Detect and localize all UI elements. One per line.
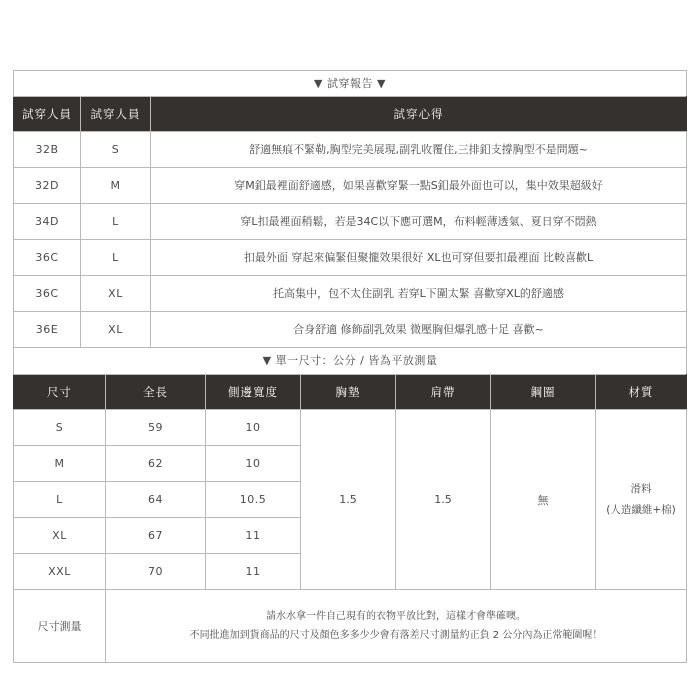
tester-bust: 34D (14, 204, 81, 240)
fitting-report-table (13, 96, 687, 348)
table-row (14, 312, 687, 348)
tester-comment: 合身舒適 修飾副乳效果 微壓胸但爆乳感十足 喜歡~ (151, 312, 687, 348)
tester-comment: 扣最外面 穿起來偏緊但聚攏效果很好 XL也可穿但要扣最裡面 比較喜歡L (151, 240, 687, 276)
measure-note (106, 590, 687, 663)
tester-comment: 舒適無痕不緊勒,胸型完美展現,副乳收覆住,三排釦支撐胸型不是問題~ (151, 132, 687, 168)
size-value: M (14, 446, 106, 482)
length-value: 62 (106, 446, 206, 482)
length-value: 64 (106, 482, 206, 518)
size-value: S (14, 410, 106, 446)
size-chart-header-row (14, 375, 687, 410)
size-value: L (14, 482, 106, 518)
side-width-value: 11 (206, 518, 301, 554)
content-sheet (13, 70, 687, 663)
size-chart-caption: ▼ 單一尺寸：公分 / 皆為平放測量 (13, 348, 687, 374)
length-value: 70 (106, 554, 206, 590)
tester-bust: 36C (14, 240, 81, 276)
strap-value: 1.5 (396, 410, 491, 590)
column-header-tester-bust: 試穿人員 (14, 97, 81, 132)
table-row (14, 204, 687, 240)
measure-label: 尺寸測量 (14, 590, 106, 663)
tester-comment: 托高集中，包不太住副乳 若穿L下圍太緊 喜歡穿XL的舒適感 (151, 276, 687, 312)
tester-size: XL (81, 312, 151, 348)
column-header-underwire: 鋼圈 (491, 375, 596, 410)
side-width-value: 10 (206, 446, 301, 482)
length-value: 59 (106, 410, 206, 446)
length-value: 67 (106, 518, 206, 554)
tester-comment: 穿L扣最裡面稍鬆，若是34C以下應可選M，布料輕薄透氣、夏日穿不悶熱 (151, 204, 687, 240)
table-row (14, 240, 687, 276)
table-row (14, 168, 687, 204)
column-header-material: 材質 (596, 375, 687, 410)
tester-size: M (81, 168, 151, 204)
column-header-tester-comment: 試穿心得 (151, 97, 687, 132)
tester-bust: 36C (14, 276, 81, 312)
fitting-report-caption: ▼ 試穿報告 ▼ (13, 70, 687, 96)
column-header-side-width: 側邊寬度 (206, 375, 301, 410)
size-value: XXL (14, 554, 106, 590)
table-row (14, 132, 687, 168)
side-width-value: 10 (206, 410, 301, 446)
material-main: 滑料 (630, 482, 652, 495)
tester-size: L (81, 204, 151, 240)
measure-note-line-1: 請水水拿一件自己現有的衣物平放比對，這樣才會準確噢。 (266, 611, 526, 622)
table-row (14, 276, 687, 312)
tester-size: L (81, 240, 151, 276)
side-width-value: 10.5 (206, 482, 301, 518)
measure-note-line-2: 不同批進加到貨商品的尺寸及顏色多多少少會有落差尺寸測量約正負 2 公分內為正常範圍喔！ (189, 630, 603, 641)
column-header-tester-size: 試穿人員 (81, 97, 151, 132)
tester-bust: 32D (14, 168, 81, 204)
underwire-value: 無 (491, 410, 596, 590)
material-value (596, 410, 687, 590)
column-header-length: 全長 (106, 375, 206, 410)
tester-bust: 32B (14, 132, 81, 168)
tester-bust: 36E (14, 312, 81, 348)
column-header-size: 尺寸 (14, 375, 106, 410)
tester-size: XL (81, 276, 151, 312)
size-value: XL (14, 518, 106, 554)
measure-note-row (14, 590, 687, 663)
table-row (14, 410, 687, 446)
column-header-strap: 肩帶 (396, 375, 491, 410)
pad-value: 1.5 (301, 410, 396, 590)
tester-comment: 穿M釦最裡面舒適感，如果喜歡穿緊一點S釦最外面也可以，集中效果超級好 (151, 168, 687, 204)
tester-size: S (81, 132, 151, 168)
size-chart-table (13, 374, 687, 663)
column-header-pad: 胸墊 (301, 375, 396, 410)
fitting-report-header-row (14, 97, 687, 132)
side-width-value: 11 (206, 554, 301, 590)
material-sub: (人造纖維+棉) (606, 503, 676, 516)
